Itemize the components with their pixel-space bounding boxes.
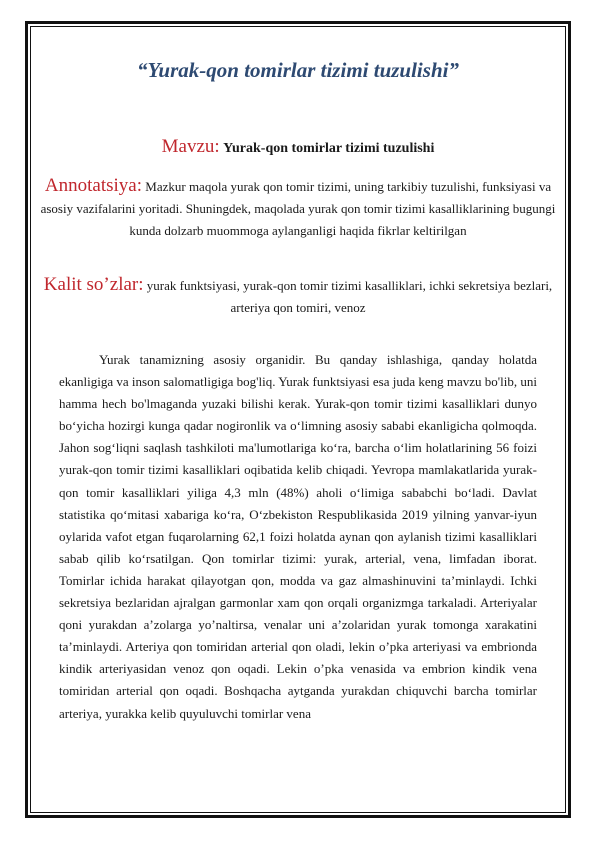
body-paragraph: Yurak tanamizning asosiy organidir. Bu qanday ishlashiga, qanday holatda ekanligiga va inson salomatligiga bog'liq. Yurak funktsiyasi esa juda keng mavzu bo'lib, uni hamma hech bo'lmaganda yuzaki bilishi kerak. Yurak-qon tomir tizimi kasalliklari dunyo bo‘yicha hozirgi kunga qadar nogironlik va o‘limning asosiy sababi ekanligicha qolmoqda. Jahon sog‘liqni saqlash tashkiloti ma'lumotlariga ko‘ra, barcha o‘lim holatlarining 56 foizi yurak-qon tomir tizimi kasalliklari oqibatida kelib chiqadi. Yevropa mamlakatlarida yurak-qon tomir kasalliklari yiliga 4,3 mln (48%) aholi o‘limiga sababchi bo‘ladi. Davlat statistika qo‘mitasi xabariga ko‘ra, O‘zbekiston Respublikasida 2019 yilning yanvar-iyun oylarida vafot etgan fuqarolarning 62,1 foizi holatda aynan qon aylanish tizimi kasalliklari sabab qilib ko‘rsatilgan. Qon tomirlar tizimi: yurak, arterial, vena, limfadan iborat. Tomirlar ichida harakat qilayotgan qon, modda va gaz almashinuvini ta’minlaydi. Ichki sekretsiya bezlaridan ajralgan garmonlar xam qon orqali organizmga tarkaladi. Arteriyalar qoni yurakdan a’zolarga yo’naltirsa, venalar uni a’zolaridan yurak tomonga xarakatini ta’minlaydi. Arteriya qon tomiridan arterial qon oladi, lekin o’pka arteriyasi va embrionda kindik arteriyasidan venoz qon oqadi. Lekin o’pka venasida va embrion kindik vena tomiridan arterial qon oqadi. Boshqacha aytganda yurakdan chiquvchi barcha tomirlar arteriya, yurakka kelib quyuluvchi tomirlar vena: [59, 352, 537, 721]
annotation-paragraph: [40, 175, 556, 242]
topic-line: [40, 136, 556, 158]
keywords-paragraph: [40, 274, 556, 319]
annotation-text: Mazkur maqola yurak qon tomir tizimi, uning tarkibiy tuzulishi, funksiyasi va asosiy vazifalarini yoritadi. Shuningdek, maqolada yurak qon tomir tizimi kasalliklarining bugungi kunda dolzarb muommoga aylanganligi haqida fikrlar keltirilgan: [40, 179, 556, 238]
topic-text: Yurak-qon tomirlar tizimi tuzulishi: [223, 141, 435, 156]
topic-label: Mavzu:: [161, 136, 220, 157]
annotation-label: Annotatsiya:: [44, 175, 143, 196]
article-title: “Yurak-qon tomirlar tizimi tuzulishi”: [137, 58, 459, 82]
keywords-text: yurak funktsiyasi, yurak-qon tomir tizimi kasalliklari, ichki sekretsiya bezlari, arteriya qon tomiri, venoz: [146, 278, 553, 315]
keywords-label: Kalit so’zlar:: [43, 274, 144, 295]
